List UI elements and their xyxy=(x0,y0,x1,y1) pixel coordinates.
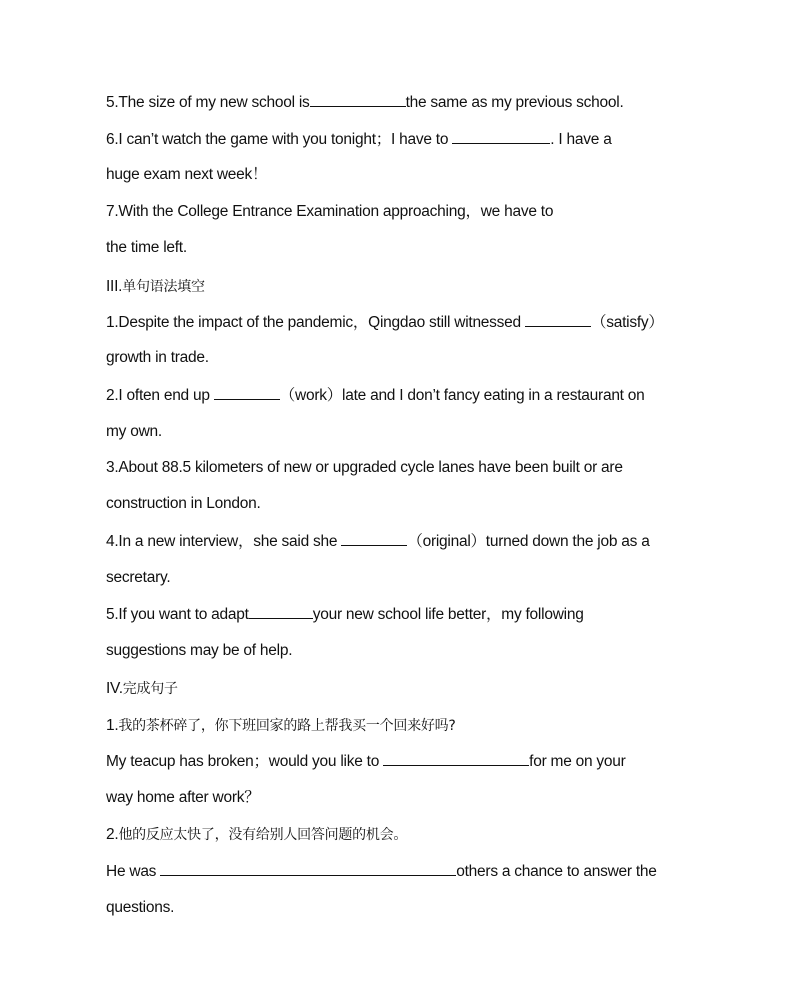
question-5-line xyxy=(106,92,624,113)
item-hint: （work）late and I don’t fancy eating in a restaurant on xyxy=(279,387,645,404)
grammar-item-4 xyxy=(106,531,650,552)
item-text: your new school life better，my following xyxy=(312,606,584,623)
grammar-item-2-continued: my own. xyxy=(106,423,162,440)
question-text: 5.The size of my new school is xyxy=(106,94,310,111)
question-text: . I have a xyxy=(550,131,612,148)
item-number: 2. xyxy=(106,826,119,843)
translation-item-2-prompt xyxy=(106,825,407,845)
item-text: for me on your xyxy=(529,753,626,770)
question-6-line xyxy=(106,129,612,150)
grammar-item-1-continued: growth in trade. xyxy=(106,349,209,366)
answer-blank[interactable] xyxy=(341,531,407,546)
grammar-item-5 xyxy=(106,604,584,625)
answer-blank[interactable] xyxy=(525,312,591,327)
item-text: 2.I often end up xyxy=(106,387,214,404)
item-hint: （satisfy） xyxy=(590,314,664,331)
translation-item-2-continued: questions. xyxy=(106,899,175,916)
section-3-heading xyxy=(106,277,205,297)
item-text: others a chance to answer the xyxy=(456,863,657,880)
question-text: 6.I can’t watch the game with you tonight；I have to xyxy=(106,131,453,148)
question-7-line: 7.With the College Entrance Examination approaching，we have to xyxy=(106,203,554,220)
answer-blank[interactable] xyxy=(310,92,406,107)
chinese-prompt: 他的反应太快了，没有给别人回答问题的机会。 xyxy=(118,827,408,843)
question-7-continued: the time left. xyxy=(106,239,187,256)
grammar-item-5-continued: suggestions may be of help. xyxy=(106,642,293,659)
grammar-item-1 xyxy=(106,312,664,333)
translation-item-2-line xyxy=(106,861,657,882)
grammar-item-2 xyxy=(106,385,645,406)
answer-blank[interactable] xyxy=(160,861,456,876)
section-number: IV. xyxy=(106,680,123,697)
question-text: the same as my previous school. xyxy=(405,94,624,111)
answer-blank[interactable] xyxy=(214,385,280,400)
section-number: III. xyxy=(106,278,123,295)
translation-item-1-continued: way home after work？ xyxy=(106,789,260,806)
section-title: 完成句子 xyxy=(122,681,178,697)
answer-blank[interactable] xyxy=(383,751,529,766)
item-text: He was xyxy=(106,863,161,880)
item-hint: （original）turned down the job as a xyxy=(407,533,650,550)
answer-blank[interactable] xyxy=(452,129,550,144)
grammar-item-3: 3.About 88.5 kilometers of new or upgraded cycle lanes have been built or are xyxy=(106,459,623,476)
section-title: 单句语法填空 xyxy=(122,279,205,295)
item-number: 1. xyxy=(106,717,119,734)
item-text: My teacup has broken；would you like to xyxy=(106,753,384,770)
answer-blank[interactable] xyxy=(249,604,313,619)
translation-item-1-line xyxy=(106,751,626,772)
item-text: 1.Despite the impact of the pandemic，Qingdao still witnessed xyxy=(106,314,525,331)
translation-item-1-prompt xyxy=(106,716,456,736)
grammar-item-4-continued: secretary. xyxy=(106,569,171,586)
question-6-continued: huge exam next week！ xyxy=(106,166,268,183)
chinese-prompt: 我的茶杯碎了，你下班回家的路上帮我买一个回来好吗? xyxy=(118,718,456,734)
item-text: 4.In a new interview，she said she xyxy=(106,533,342,550)
grammar-item-3-continued: construction in London. xyxy=(106,495,261,512)
item-text: 5.If you want to adapt xyxy=(106,606,249,623)
section-4-heading xyxy=(106,679,178,699)
